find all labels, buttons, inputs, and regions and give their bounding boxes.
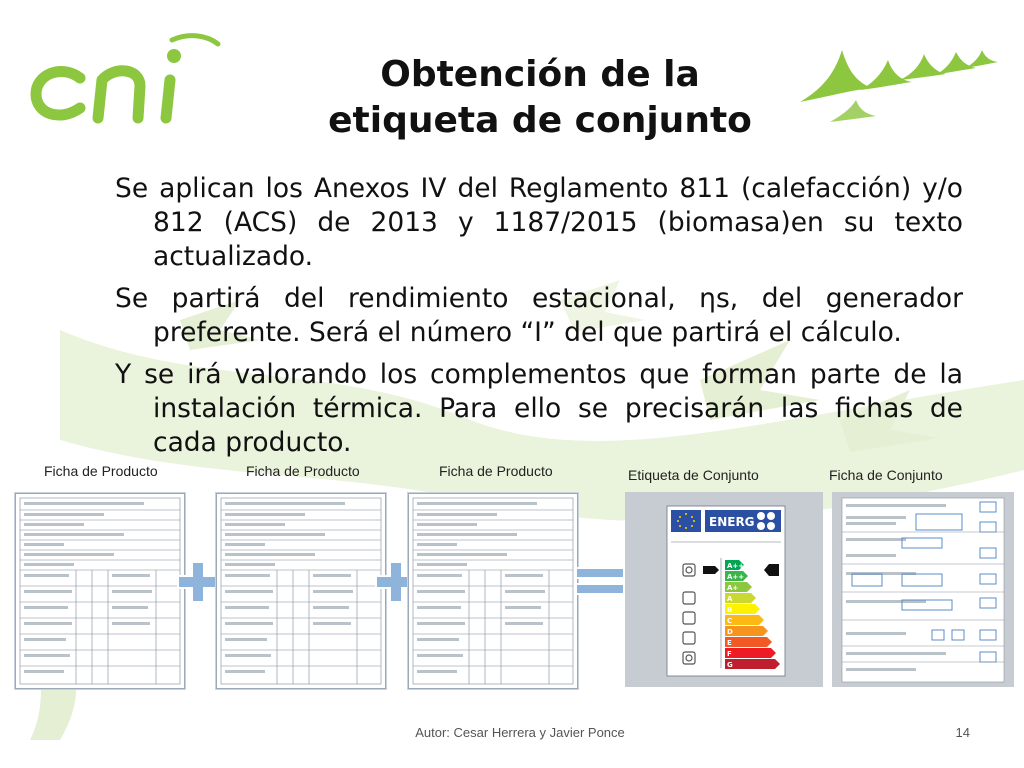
energy-class-label: A+++: [727, 562, 751, 570]
caption-product-sheet-3: Ficha de Producto: [439, 463, 553, 479]
equals-operator: [574, 566, 626, 600]
package-label-panel: [625, 492, 823, 687]
caption-product-sheet-1: Ficha de Producto: [44, 463, 158, 479]
product-sheet-1: [15, 493, 185, 689]
plus-operator-1: [176, 560, 220, 608]
page-number: 14: [955, 725, 970, 740]
product-sheet-3: [408, 493, 578, 689]
energy-class-label: A++: [727, 573, 745, 581]
caption-product-sheet-2: Ficha de Producto: [246, 463, 360, 479]
equals-icon: [574, 566, 626, 596]
cni-logo: [22, 30, 222, 130]
caption-package-label: Etiqueta de Conjunto: [628, 467, 759, 483]
form-thumbnail-icon: [16, 494, 184, 688]
energy-class-label: F: [727, 650, 732, 658]
energy-class-bar: [725, 659, 780, 669]
paragraph-seasonal-efficiency: Se partirá del rendimiento estacional, ηs, del generador preferente. Será el número “I” del que partirá el cálculo.: [115, 283, 963, 348]
energy-label-header: ENERG: [709, 515, 755, 529]
energy-class-bar: [725, 637, 772, 647]
caption-package-sheet: Ficha de Conjunto: [829, 467, 943, 483]
package-sheet-panel: [832, 492, 1014, 687]
footer-author: Autor: Cesar Herrera y Javier Ponce: [415, 725, 625, 740]
paragraph-regulation: Se aplican los Anexos IV del Reglamento 811 (calefacción) y/o 812 (ACS) de 2013 y 1187/2015 (biomasa)en su texto actualizado.: [115, 173, 963, 272]
plus-icon: [176, 560, 220, 604]
energy-class-label: C: [727, 617, 733, 625]
form-thumbnail-icon: [832, 492, 1014, 687]
energy-class-label: B: [727, 606, 733, 614]
product-sheet-2: [216, 493, 386, 689]
energy-class-label: D: [727, 628, 733, 636]
slide-title: [240, 52, 840, 144]
energy-label-thumbnail: [625, 492, 823, 687]
form-thumbnail-icon: [217, 494, 385, 688]
energy-class-label: A+: [727, 584, 739, 592]
energy-class-bar: [725, 648, 776, 658]
paragraph-complements: Y se irá valorando los complementos que forman parte de la instalación térmica. Para ello se precisarán las fichas de cada producto.: [115, 359, 963, 458]
title-line-2: etiqueta de conjunto: [328, 100, 752, 141]
energy-class-label: E: [727, 639, 732, 647]
slide-body: [115, 172, 963, 468]
form-thumbnail-icon: [409, 494, 577, 688]
energy-class-label: G: [727, 661, 733, 669]
energy-class-label: A: [727, 595, 733, 603]
title-line-1: Obtención de la: [380, 54, 700, 95]
